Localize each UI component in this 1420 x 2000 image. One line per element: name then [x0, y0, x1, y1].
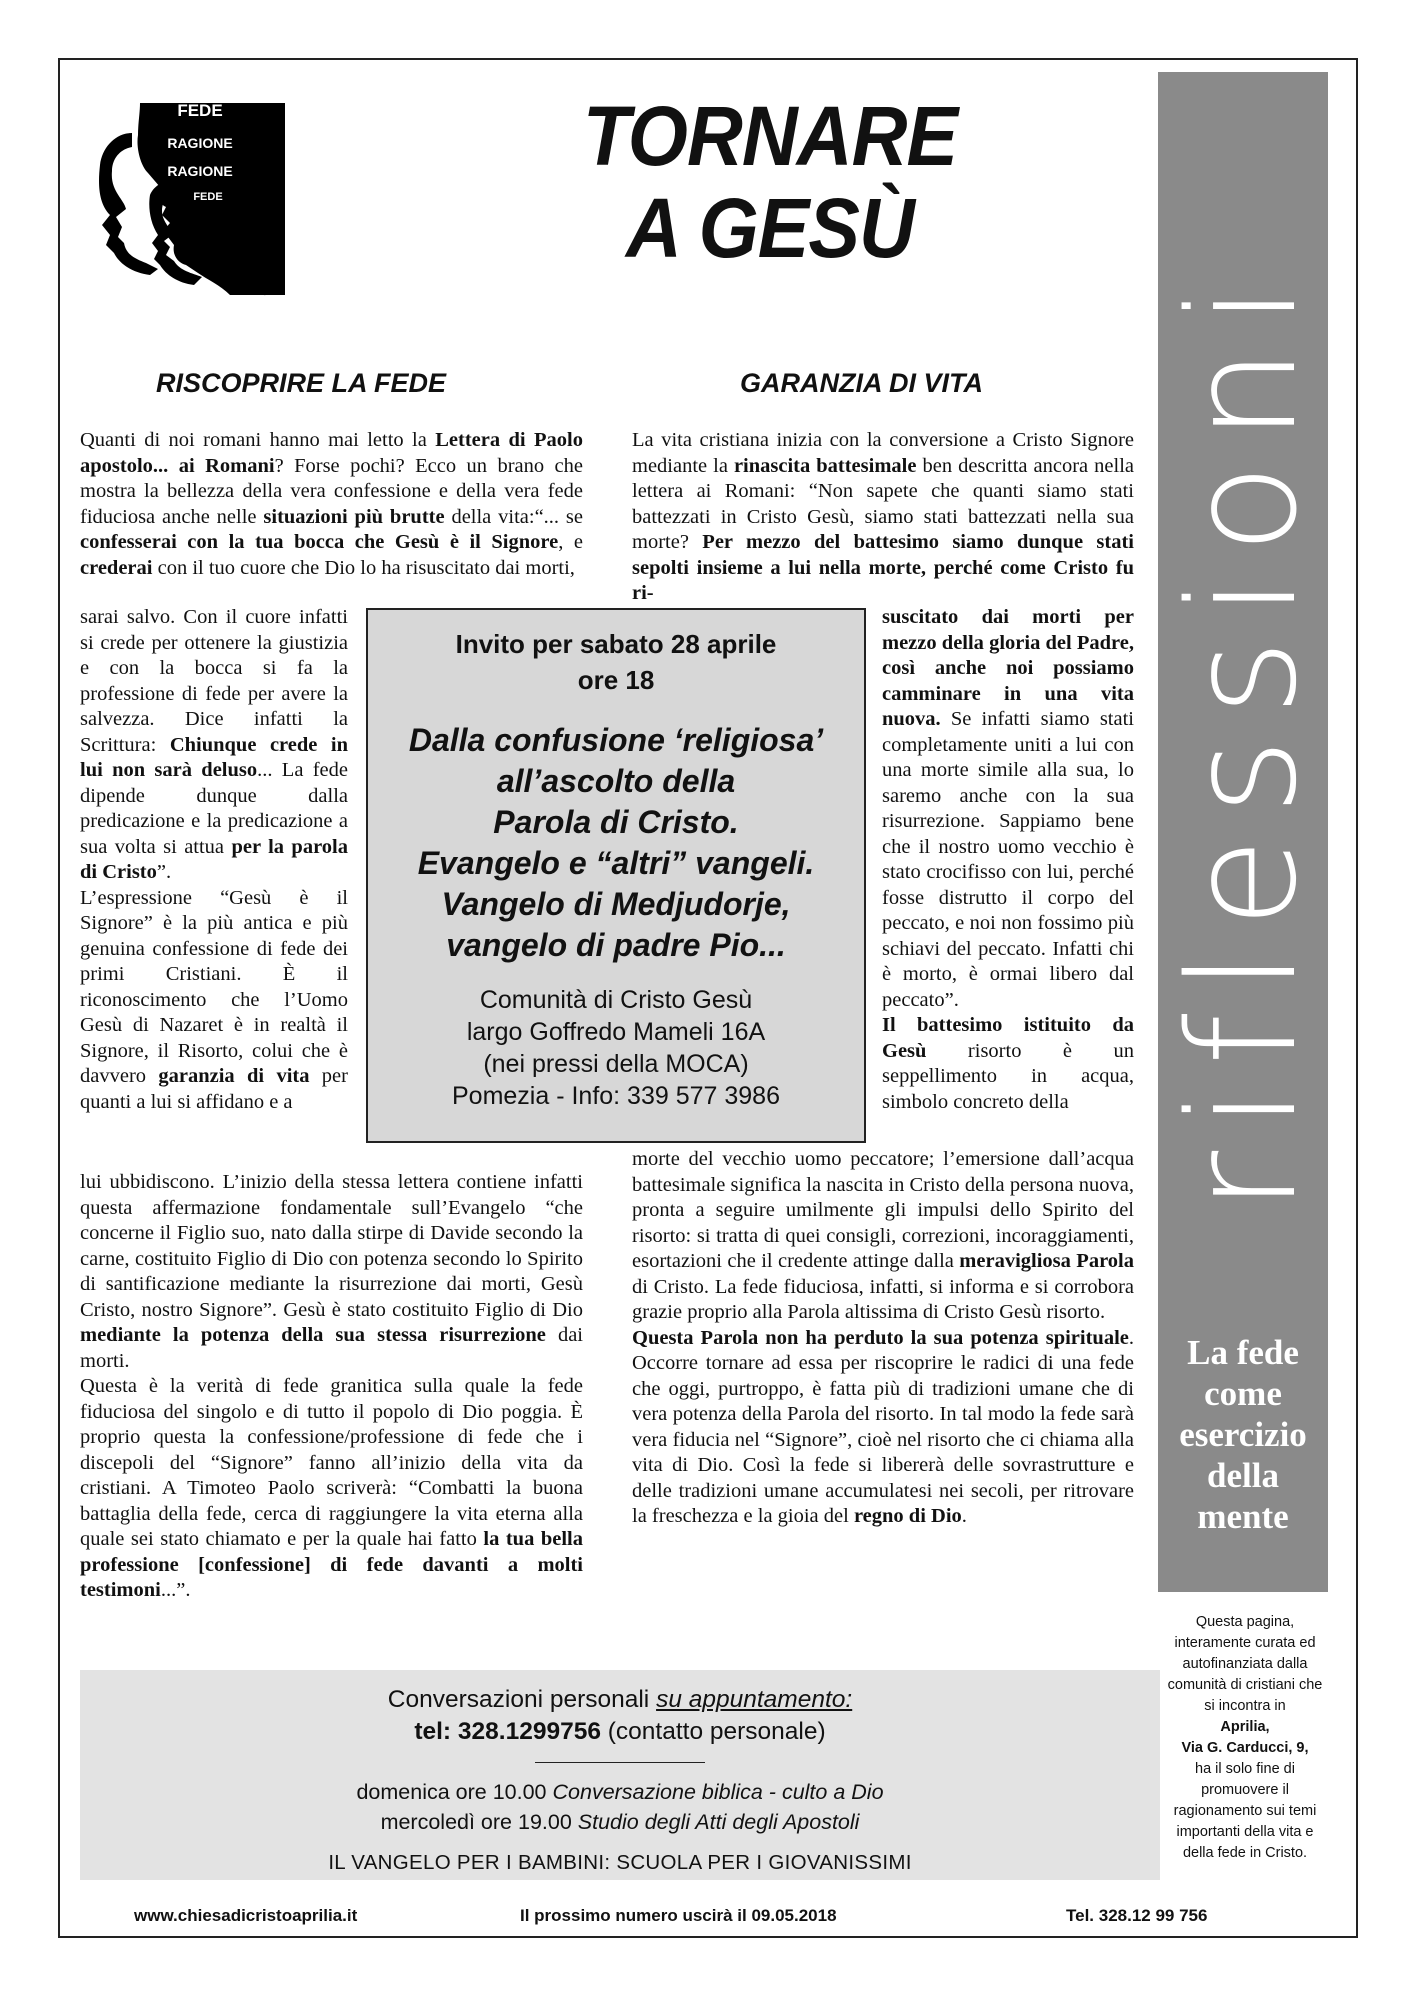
- right-paragraph-2: [882, 605, 1134, 1013]
- invite-theme: [368, 720, 864, 966]
- schedule-box: [80, 1670, 1160, 1880]
- text-run: ”.: [156, 861, 172, 883]
- sunday-line: [80, 1777, 1160, 1807]
- text-run: ? Forse pochi? Ecco un brano che mostra la bellezza della vera confessione e della vera fede fiduciosa anche nelle: [80, 454, 584, 528]
- note-place: Aprilia,: [1220, 1719, 1270, 1735]
- text-run: ...”.: [160, 1579, 191, 1601]
- text-run: per quanti a lui si affidano e a: [80, 1065, 348, 1113]
- bold-text-run: Lettera di Paolo apostolo... ai Romani: [80, 429, 583, 477]
- logo-label-fede-2: FEDE: [193, 191, 223, 203]
- right-column-narrow: [882, 605, 1134, 1115]
- left-paragraph-1: [80, 428, 583, 581]
- bold-text-run: la tua bella professione [confessione] di fede davanti a molti testimoni: [80, 1528, 583, 1601]
- left-column-narrow: [80, 605, 348, 1115]
- bold-text-run: Chiunque crede in lui non sarà deluso: [80, 733, 348, 781]
- riflessioni-sidebar: [1158, 72, 1328, 1592]
- theme-line: all’ascolto della: [496, 763, 736, 799]
- text-run: risorto è un seppellimento in acqua, simbolo concreto della: [882, 1039, 1134, 1113]
- note-text: Questa pagina, interamente curata ed autofinanziata dalla comunità di cristiani che si incontra in: [1167, 1614, 1323, 1714]
- bold-text-run: Il battesimo istituito da Gesù: [882, 1014, 1134, 1062]
- sidebar-motto: [1158, 1332, 1328, 1537]
- motto-line: esercizio: [1179, 1415, 1307, 1454]
- text-run: Questa è la verità di fede granitica sulla quale la fede fiduciosa del singolo e di tutto il popolo di Dio poggia. È proprio questa la confessione/professione di fede che i discepoli del “Signore” fanno all’inizio della vita da cristiani. A Timoteo Paolo scriverà: “Combatti la buona battaglia della fede, cerca di raggiungere la vita eterna alla quale sei stato chiamato e per la quale hai fatto: [80, 1375, 583, 1550]
- bold-text-run: Per mezzo del battesimo siamo dunque stati sepolti insieme a lui nella morte, perché come Cristo fu ri-: [632, 531, 1134, 604]
- bold-text-run: suscitato dai morti per mezzo della gloria del Padre, così anche noi possiamo camminare in una vita nuova.: [882, 606, 1134, 730]
- right-column-intro: [632, 428, 1134, 607]
- theme-line: Parola di Cristo.: [493, 804, 739, 840]
- title-line-1: TORNARE: [582, 89, 958, 183]
- event-invite-box: [366, 608, 866, 1143]
- logo-label-ragione: RAGIONE: [167, 135, 233, 151]
- left-paragraph-5: [80, 1374, 583, 1604]
- text-run: La vita cristiana inizia con la conversione a Cristo Signore mediante la: [632, 429, 1134, 477]
- motto-line: La fede: [1187, 1333, 1299, 1372]
- bold-text-run: Questa Parola non ha perduto la sua potenza spirituale: [632, 1326, 1129, 1349]
- publisher-note: [1165, 1612, 1325, 1864]
- fede-ragione-logo: [80, 95, 300, 305]
- text-run: con il tuo cuore che Dio lo ha risuscitato dai morti,: [152, 556, 575, 579]
- right-column-lower: [632, 1147, 1134, 1530]
- left-column-intro: [80, 428, 583, 581]
- invite-address: [368, 984, 864, 1112]
- note-address: Via G. Carducci, 9,: [1181, 1740, 1309, 1756]
- wednesday-time: mercoledì ore 19.00: [380, 1810, 578, 1834]
- text-run: della vita:“... se: [444, 505, 584, 528]
- logo-label-fede: FEDE: [177, 101, 223, 120]
- theme-line: Vangelo di Medjudorje,: [441, 886, 791, 922]
- page-title: [540, 90, 1000, 274]
- phone-line: [80, 1718, 1160, 1746]
- motto-line: mente: [1197, 1497, 1289, 1536]
- text-run: lui ubbidiscono. L’inizio della stessa lettera contiene infatti questa affermazione fondamentale sull’Evangelo “che concerne il Figlio suo, nato dalla stirpe di Davide secondo la carne, costituito Figlio di Dio con potenza secondo lo Spirito di santificazione mediante la risurrezione dai morti, Gesù Cristo, nostro Signore”. Gesù è stato costituito Figlio di Dio: [80, 1171, 583, 1321]
- bold-text-run: regno di Dio: [853, 1505, 962, 1527]
- kids-school-line: IL VANGELO PER I BAMBINI: SCUOLA PER I GIOVANISSIMI: [328, 1851, 912, 1874]
- text-run: . Occorre tornare ad essa per riscoprire le radici di una fede che oggi, purtroppo, è fatta più di tradizioni umane che di vera potenza della Parola del risorto. In tal modo la fede sarà vera fiducia nel “Signore”, cioè nel risorto che ci chiama alla vita di Dio. Così la fede si libererà delle sovrastrutture e delle tradizioni umane accumulatesi nei secoli, per ritrovare la freschezza e la gioia del: [632, 1326, 1134, 1527]
- sidebar-vertical-title: riflessioni: [1157, 262, 1329, 1212]
- text-run: morte del vecchio uomo peccatore; l’emersione dall’acqua battesimale significa la nascita in Cristo della persona nuova, pronta a seguire umilmente gli impulsi dello Spirito del risorto: si tratta di quei consigli, correzioni, incoraggiamenti, esortazioni che il credente attinge dalla: [632, 1148, 1134, 1272]
- text-run: di Cristo. La fede fiduciosa, infatti, si informa e si corrobora grazie proprio alla Parola altissima di Cristo Gesù risorto.: [632, 1275, 1134, 1323]
- text-run: ... La fede dipende dunque dalla predicazione e la predicazione a sua volta si attua: [80, 759, 348, 858]
- phone-number: tel: 328.1299756: [414, 1718, 601, 1745]
- motto-line: come: [1204, 1374, 1282, 1413]
- bold-text-run: per la parola di Cristo: [80, 835, 348, 883]
- conversations-line: [80, 1686, 1160, 1714]
- text-run: , e: [558, 531, 583, 553]
- right-paragraph-4: [632, 1147, 1134, 1326]
- right-paragraph-1: [632, 428, 1134, 607]
- address-line: Pomezia - Info: 339 577 3986: [451, 1082, 780, 1110]
- bold-text-run: rinascita battesimale: [733, 454, 917, 477]
- logo-label-ragione-2: RAGIONE: [167, 163, 233, 179]
- invite-date: [368, 626, 864, 698]
- sunday-time: domenica ore 10.00: [356, 1780, 553, 1804]
- bold-text-run: meravigliosa Parola: [959, 1250, 1134, 1272]
- invite-time-line: ore 18: [577, 665, 655, 695]
- wednesday-line: [80, 1807, 1160, 1837]
- theme-line: vangelo di padre Pio...: [446, 927, 786, 963]
- bold-text-run: crederai: [80, 556, 153, 579]
- invite-date-line: Invito per sabato 28 aprile: [455, 629, 777, 659]
- footer-phone: Tel. 328.12 99 756: [1066, 1906, 1208, 1925]
- bold-text-run: mediante la potenza della sua stessa risurrezione: [80, 1324, 546, 1346]
- left-column-heading: RISCOPRIRE LA FEDE: [156, 368, 447, 398]
- text-run: L’espressione “Gesù è il Signore” è la più antica e più genuina confessione di fede dei primi Cristiani. È il riconoscimento che l’Uomo Gesù di Nazaret è in realtà il Signore, il Risorto, colui che è davvero: [80, 886, 348, 1087]
- sunday-activity: Conversazione biblica - culto a Dio: [552, 1780, 884, 1804]
- note-text-end: ha il solo fine di promuovere il ragionamento sui temi importanti della vita e della fede in Cristo.: [1173, 1761, 1317, 1861]
- bold-text-run: situazioni più brutte: [263, 505, 445, 528]
- left-paragraph-3: [80, 886, 348, 1116]
- footer-website[interactable]: www.chiesadicristoaprilia.it: [134, 1906, 358, 1925]
- appointment-text: su appuntamento:: [656, 1686, 853, 1713]
- text-run: dai morti.: [80, 1324, 583, 1372]
- right-column-heading: GARANZIA DI VITA: [740, 368, 983, 398]
- motto-line: della: [1207, 1456, 1279, 1495]
- right-paragraph-3: [882, 1013, 1134, 1115]
- address-line: largo Goffredo Mameli 16A: [466, 1018, 766, 1046]
- footer-next-issue: Il prossimo numero uscirà il 09.05.2018: [520, 1906, 837, 1925]
- left-paragraph-4: [80, 1170, 583, 1374]
- left-paragraph-2: [80, 605, 348, 886]
- address-line: (nei pressi della MOCA): [483, 1050, 749, 1078]
- text-run: .: [961, 1505, 967, 1527]
- conversations-label: Conversazioni personali: [387, 1686, 657, 1713]
- wednesday-activity: Studio degli Atti degli Apostoli: [577, 1810, 860, 1834]
- text-run: ben descritta ancora nella lettera ai Romani: “Non sapete che quanti siamo stati battezzati in Cristo Gesù, siamo stati battezzati nella sua morte?: [632, 454, 1135, 553]
- text-run: sarai salvo. Con il cuore infatti si crede per ottenere la giustizia e con la bocca si fa la professione di fede per avere la salvezza. Dice infatti la Scrittura:: [80, 606, 348, 756]
- left-column-lower: [80, 1170, 583, 1604]
- text-run: Quanti di noi romani hanno mai letto la: [80, 429, 436, 451]
- bold-text-run: confesserai con la tua bocca che Gesù è il Signore: [80, 531, 559, 553]
- theme-line: Dalla confusione ‘religiosa’: [408, 722, 824, 758]
- bold-text-run: garanzia di vita: [158, 1065, 310, 1087]
- address-line: Comunità di Cristo Gesù: [479, 986, 753, 1014]
- theme-line: Evangelo e “altri” vangeli.: [417, 845, 815, 881]
- phone-note: (contatto personale): [600, 1718, 826, 1745]
- text-run: Se infatti siamo stati completamente uniti a lui con una morte simile alla sua, lo saremo anche con la sua risurrezione. Sappiamo bene che il nostro uomo vecchio è stato crocifisso con lui, perché fosse distrutto il corpo del peccato, e noi non fossimo più schiavi del peccato. Infatti chi è morto, è ormai libero dal peccato”.: [882, 708, 1134, 1011]
- divider: [535, 1762, 705, 1763]
- right-paragraph-5: [632, 1326, 1134, 1530]
- title-line-2: A GESÙ: [626, 181, 914, 275]
- registered-mark: ®: [260, 283, 270, 298]
